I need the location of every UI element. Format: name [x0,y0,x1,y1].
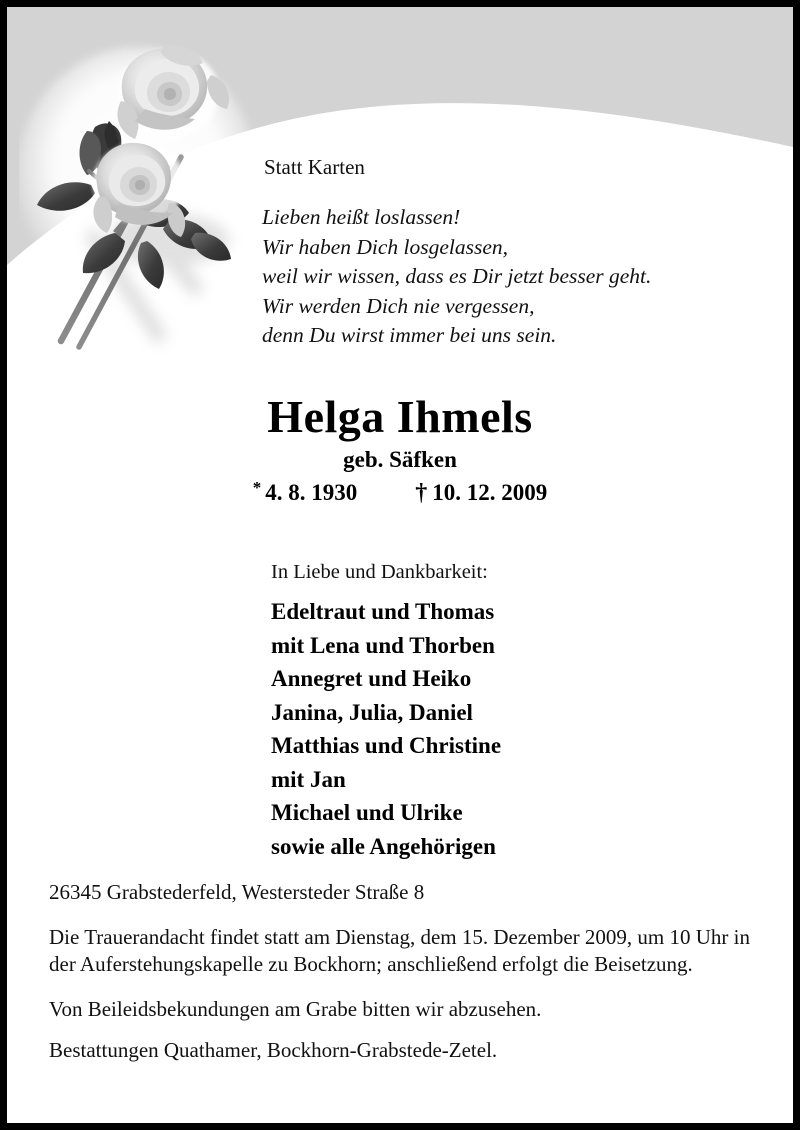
birth-star-icon: * [252,478,262,497]
family-line-7: Michael und Ulrike [271,800,463,825]
address-line: 26345 Grabstederfeld, Westersteder Straße 8 [49,880,425,904]
death-date: 10. 12. 2009 [432,480,548,505]
birth-date-item [253,478,358,506]
poem-block [262,203,651,351]
poem-line-2: Wir haben Dich losgelassen, [262,234,509,259]
poem-line-5: denn Du wirst immer bei uns sein. [262,323,557,347]
family-line-2: mit Lena und Thorben [271,632,495,658]
statt-karten-heading: Statt Karten [264,155,365,179]
family-line-5: Matthias und Christine [271,733,502,758]
family-line-1: Edeltraut und Thomas [271,599,495,624]
poem-line-4: Wir werden Dich nie vergessen, [262,293,535,318]
service-info: Die Trauerandacht findet statt am Dienstag, dem 15. Dezember 2009, um 10 Uhr in der Auferstehungskapelle zu Bockhorn; anschließend erfolgt die Beisetzung. [49,924,750,976]
name-block [7,390,793,507]
life-dates [7,478,793,507]
family-line-3: Annegret und Heiko [271,666,472,691]
death-cross-icon: † [415,480,428,506]
death-date-item [415,480,547,507]
poem-line-3: weil wir wissen, dass es Dir jetzt besser geht. [262,264,652,288]
deceased-name: Helga Ihmels [267,391,533,442]
family-line-6: mit Jan [271,766,346,792]
family-list [271,595,501,863]
family-line-4: Janina, Julia, Daniel [271,699,473,725]
family-line-8: sowie alle Angehörigen [271,833,496,859]
footer-details [49,879,759,1065]
dedication-line: In Liebe und Dankbarkeit: [271,561,488,583]
poem-line-1: Lieben heißt loslassen! [262,205,461,229]
notice-inner [7,7,793,1123]
notice-content [7,7,793,1123]
maiden-name: geb. Säfken [343,447,457,472]
condolence-note: Von Beileidsbekundungen am Grabe bitten wir abzusehen. [49,996,542,1021]
birth-date: 4. 8. 1930 [265,480,358,505]
funeral-home: Bestattungen Quathamer, Bockhorn-Grabstede-Zetel. [49,1038,498,1062]
